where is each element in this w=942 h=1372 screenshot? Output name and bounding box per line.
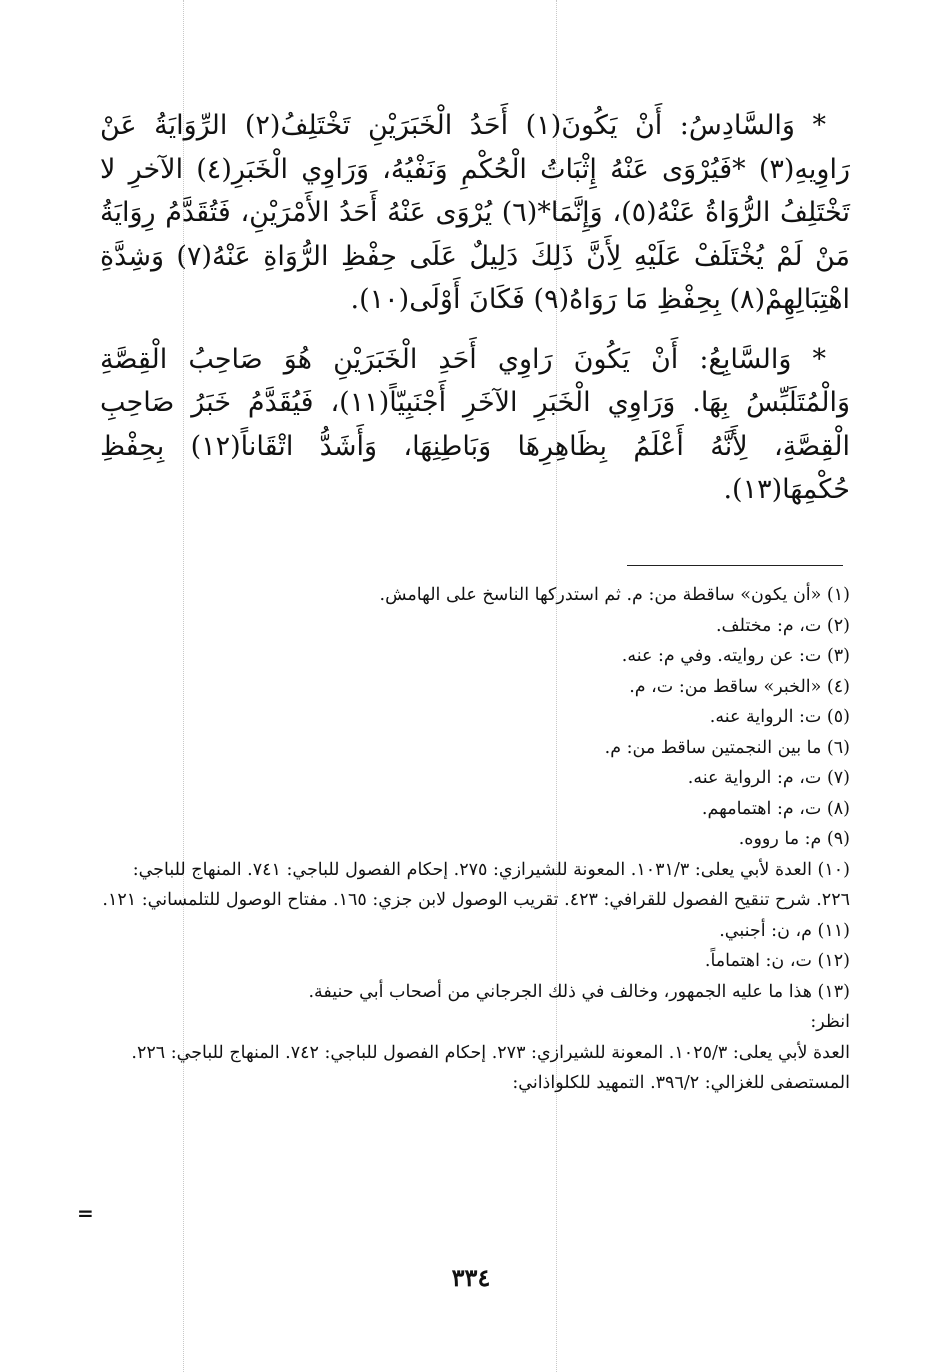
- paragraph-seventh: * وَالسَّابِعُ: أَنْ يَكُونَ رَاوِي أَحَدِ الْخَبَرَيْنِ هُوَ صَاحِبُ الْقِصَّةِ وَالْمُتَلَبِّسُ بِهَا. وَرَاوِي الْخَبَرِ الآخَرِ أَجْنَبِيّاً(١١)، فَيُقَدَّمُ خَبَرُ صَاحِبِ الْقِصَّةِ، لِأَنَّهُ أَعْلَمُ بِظَاهِرِهَا وَبَاطِنِهَا، وَأَشَدُّ اتْقَاناً(١٢) بِحِفْظِ حُكْمِهَا(١٣).: [100, 343, 850, 505]
- footnote-8: (٨) ت، م: اهتمامهم.: [701, 798, 850, 819]
- footnote-5: (٥) ت: الرواية عنه.: [709, 707, 850, 727]
- footnote-10: (١٠) العدة لأبي يعلى: ١٠٣١/٣. المعونة للشيرازي: ٢٧٥. إحكام الفصول للباجي: ٧٤١. المنهاج للباجي: ٢٢٦. شرح تنقيح الفصول للقرافي: ٤٢٣. تقريب الوصول لابن جزي: ١٦٥. مفتاح الوصول للتلمساني: ١٢١.: [102, 859, 850, 910]
- footnote-separator: [627, 565, 843, 566]
- footnote-13-references: العدة لأبي يعلى: ١٠٢٥/٣. المعونة للشيرازي: ٢٧٣. إحكام الفصول للباجي: ٧٤٢. المنهاج للباجي: ٢٢٦. المستصفى للغزالي: ٣٩٦/٢. التمهيد للكلواذاني:: [131, 1042, 850, 1093]
- footnote-7: (٧) ت، م: الرواية عنه.: [687, 768, 850, 788]
- main-text: [100, 104, 850, 512]
- footnote-9: (٩) م: ما رووه.: [738, 829, 850, 849]
- footnote-13: (١٣) هذا ما عليه الجمهور، وخالف في ذلك الجرجاني من أصحاب أبي حنيفة.: [308, 981, 850, 1002]
- footnote-12: (١٢) ت، ن: اهتماماً.: [704, 951, 850, 971]
- footnote-11: (١١) م، ن: أجنبي.: [719, 920, 850, 941]
- footnotes-list: [98, 580, 850, 1099]
- paragraph-sixth: * وَالسَّادِسُ: أَنْ يَكُونَ(١) أَحَدُ الْخَبَرَيْنِ تَخْتَلِفُ(٢) الرِّوَايَةُ عَنْ رَاوِيهِ(٣) *فَيُرْوَى عَنْهُ إِثْبَاتُ الْحُكْمِ وَنَفْيُهُ، وَرَاوِي الْخَبَرِ(٤) الآخرِ لا تَخْتَلِفُ الرُّوَاةُ عَنْهُ(٥)، وَإِنَّمَا*(٦) يُرْوَى عَنْهُ أَحَدُ الأَمْرَيْنِ، فَتُقَدَّمُ رِوَايَةُ مَنْ لَمْ يُخْتَلَفْ عَلَيْهِ لِأَنَّ ذَلِكَ دَلِيلٌ عَلَى حِفْظِ الرُّوَاةِ عَنْهُ(٧) وَشِدَّةِ اهْتِبَالِهِمْ(٨) بِحِفْظِ مَا رَوَاهُ(٩) فَكَانَ أَوْلَى(١٠).: [100, 110, 850, 315]
- footnote-1: (١) «أن يكون» ساقطة من: م. ثم استدركها الناسخ على الهامش.: [379, 585, 850, 605]
- footnote-3: (٣) ت: عن روايته. وفي م: عنه.: [621, 646, 850, 666]
- footnote-13-see: انظر:: [810, 1012, 850, 1032]
- footnote-6: (٦) ما بين النجمتين ساقط من: م.: [604, 737, 850, 758]
- footnote-4: (٤) «الخبر» ساقط من: ت، م.: [629, 676, 850, 697]
- continuation-mark: =: [77, 1201, 94, 1225]
- footnote-2: (٢) ت، م: مختلف.: [715, 615, 850, 636]
- page-number: ٣٣٤: [451, 1263, 491, 1292]
